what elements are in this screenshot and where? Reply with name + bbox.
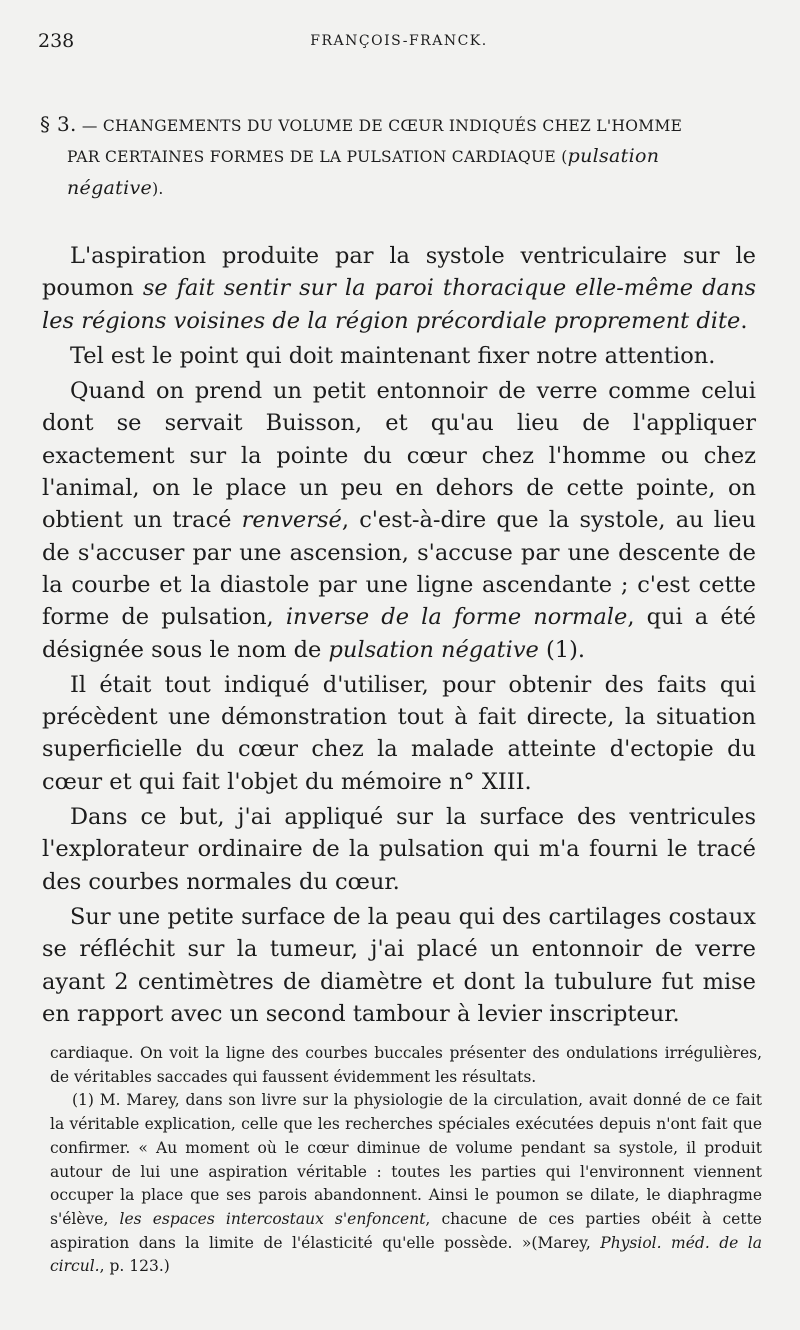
text-run: Quand on prend un petit entonnoir de verre comme celui dont se servait Buisson, et qu'au lieu de l'appliquer exactement sur la pointe du cœur chez l'homme ou chez l'animal, on le place un peu en dehors de cette pointe, on obtient un tracé [42, 378, 756, 534]
text-run: , chacune de ces parties obéit à cette aspiration dans la limite de l'élasticité qu'elle possède. »(Marey, [50, 1209, 762, 1252]
heading-text-1: — CHANGEMENTS DU VOLUME DE CŒUR INDIQUÉS CHEZ L'HOMME [81, 117, 683, 135]
footnote [50, 1089, 762, 1279]
heading-line-1 [36, 108, 754, 140]
footnotes [50, 1042, 762, 1279]
running-head [38, 30, 760, 60]
text-run: (1) M. Marey, dans son livre sur la physiologie de la circulation, avait donné de ce fait la véritable explication, celle que les recherches spéciales exécutées depuis n'ont fait que confirmer. « Au moment où le cœur diminue de volume pendant sa systole, il produit autour de lui une aspiration véritable : toutes les parties qui l'environnent viennent occuper la place que ses parois abandonnent. Ainsi le poumon se dilate, le diaphragme s'élève, [50, 1091, 762, 1228]
text-run: Sur une petite surface de la peau qui des cartilages costaux se réfléchit sur la tumeur, j'ai placé un entonnoir de verre ayant 2 centimètres de diamètre et dont la tubulure fut mise en rapport avec un second tambour à levier inscripteur. [42, 903, 756, 1027]
section-number: § 3. [40, 112, 77, 136]
text-run: . [740, 307, 748, 334]
heading-text-2: PAR CERTAINES FORMES DE LA PULSATION CARDIAQUE ( [67, 148, 568, 166]
italic-run: Physiol. méd. de la circul. [50, 1233, 762, 1276]
paragraph [42, 340, 756, 372]
text-run: , qui a été désignée sous le nom de [42, 604, 756, 663]
text-run: , p. 123.) [99, 1257, 170, 1276]
paragraph [42, 375, 756, 666]
italic-run: les espaces intercostaux s'enfoncent [119, 1209, 426, 1228]
page-number: 238 [38, 30, 75, 52]
italic-run: renversé [241, 507, 342, 534]
text-run: (1). [538, 636, 586, 663]
italic-run: pulsation négative [328, 636, 539, 663]
heading-italic-2: pulsation [567, 145, 660, 167]
heading-line-2 [36, 140, 754, 172]
text-run: Il était tout indiqué d'utiliser, pour obtenir des faits qui précèdent une démonstration tout à fait directe, la situation superficielle du cœur chez la malade atteinte d'ectopie du cœur et qui fait l'objet du mémoire n° XIII. [42, 671, 756, 795]
section-heading [36, 108, 754, 204]
text-run: Dans ce but, j'ai appliqué sur la surface des ventricules l'explorateur ordinaire de la pulsation qui m'a fourni le tracé des courbes normales du cœur. [42, 804, 756, 895]
text-run: L'aspiration produite par la systole ventriculaire sur le poumon [42, 243, 756, 302]
paragraph [42, 240, 756, 337]
italic-run: se fait sentir sur la paroi thoracique elle-même dans les régions voisines de la région précordiale proprement dite [42, 275, 756, 334]
running-title: FRANÇOIS-FRANCK. [310, 33, 488, 49]
heading-italic-3: négative [67, 177, 153, 199]
paragraph [42, 669, 756, 798]
italic-run: inverse de la forme normale [285, 604, 628, 631]
body-text [42, 240, 756, 1033]
text-run: Tel est le point qui doit maintenant fixer notre attention. [70, 342, 716, 369]
paragraph [42, 901, 756, 1030]
footnote-continuation [50, 1042, 762, 1089]
paragraph [42, 801, 756, 898]
heading-text-3: ). [152, 180, 164, 198]
text-run: , c'est-à-dire que la systole, au lieu de s'accuser par une ascension, s'accuse par une descente de la courbe et la diastole par une ligne ascendante ; c'est cette forme de pulsation, [42, 507, 756, 631]
text-run: cardiaque. On voit la ligne des courbes buccales présenter des ondulations irrégulières, de véritables saccades qui faussent évidemment les résultats. [50, 1044, 762, 1086]
heading-line-3 [36, 172, 754, 204]
